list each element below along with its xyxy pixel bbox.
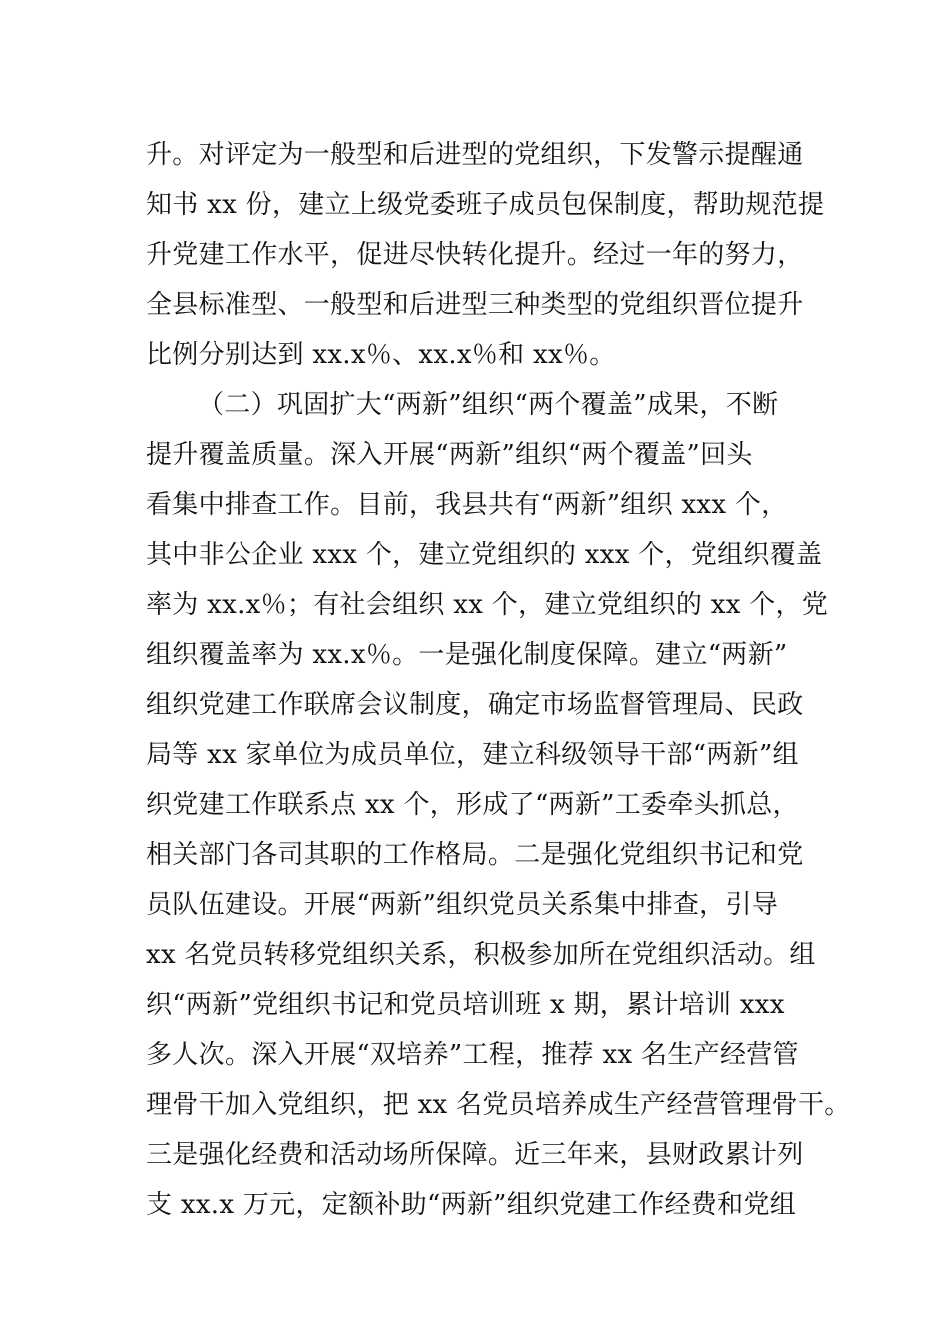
text-line: 三是强化经费和活动场所保障。近三年来，县财政累计列 [146,1140,804,1170]
body-text [146,130,851,1230]
text-line: 看集中排查工作。目前，我县共有“两新”组织 xxx 个， [146,490,788,520]
text-line: 织党建工作联系点 xx 个，形成了“两新”工委牵头抓总， [146,790,799,820]
text-line: 升党建工作水平，促进尽快转化提升。经过一年的努力， [146,240,804,270]
text-line: 织“两新”党组织书记和党员培训班 x 期，累计培训 xxx [146,990,785,1020]
text-line: 全县标准型、一般型和后进型三种类型的党组织晋位提升 [146,290,804,320]
text-line: 提升覆盖质量。深入开展“两新”组织“两个覆盖”回头 [146,440,753,470]
text-line: 相关部门各司其职的工作格局。二是强化党组织书记和党 [146,840,804,870]
text-line: 组织党建工作联席会议制度，确定市场监督管理局、民政 [146,690,804,720]
text-line: 其中非公企业 xxx 个，建立党组织的 xxx 个，党组织覆盖 [146,540,823,570]
text-line: 理骨干加入党组织，把 xx 名党员培养成生产经营管理骨干。 [146,1090,851,1120]
text-line: 升。对评定为一般型和后进型的党组织，下发警示提醒通 [146,140,804,170]
text-line: 率为 xx.x％；有社会组织 xx 个，建立党组织的 xx 个，党 [146,590,829,620]
text-line: 组织覆盖率为 xx.x％。一是强化制度保障。建立“两新” [146,640,788,670]
text-line: 局等 xx 家单位为成员单位，建立科级领导干部“两新”组 [146,740,799,770]
section-heading-line: （二）巩固扩大“两新”组织“两个覆盖”成果，不断 [198,390,779,420]
text-line: 比例分别达到 xx.x％、xx.x％和 xx％。 [146,340,616,370]
text-line: xx 名党员转移党组织关系，积极参加所在党组织活动。组 [146,940,816,970]
text-line: 支 xx.x 万元，定额补助“两新”组织党建工作经费和党组 [146,1190,797,1220]
text-line: 多人次。深入开展“双培养”工程，推荐 xx 名生产经营管 [146,1040,799,1070]
text-line: 员队伍建设。开展“两新”组织党员关系集中排查，引导 [146,890,779,920]
text-line: 知书 xx 份，建立上级党委班子成员包保制度，帮助规范提 [146,190,825,220]
